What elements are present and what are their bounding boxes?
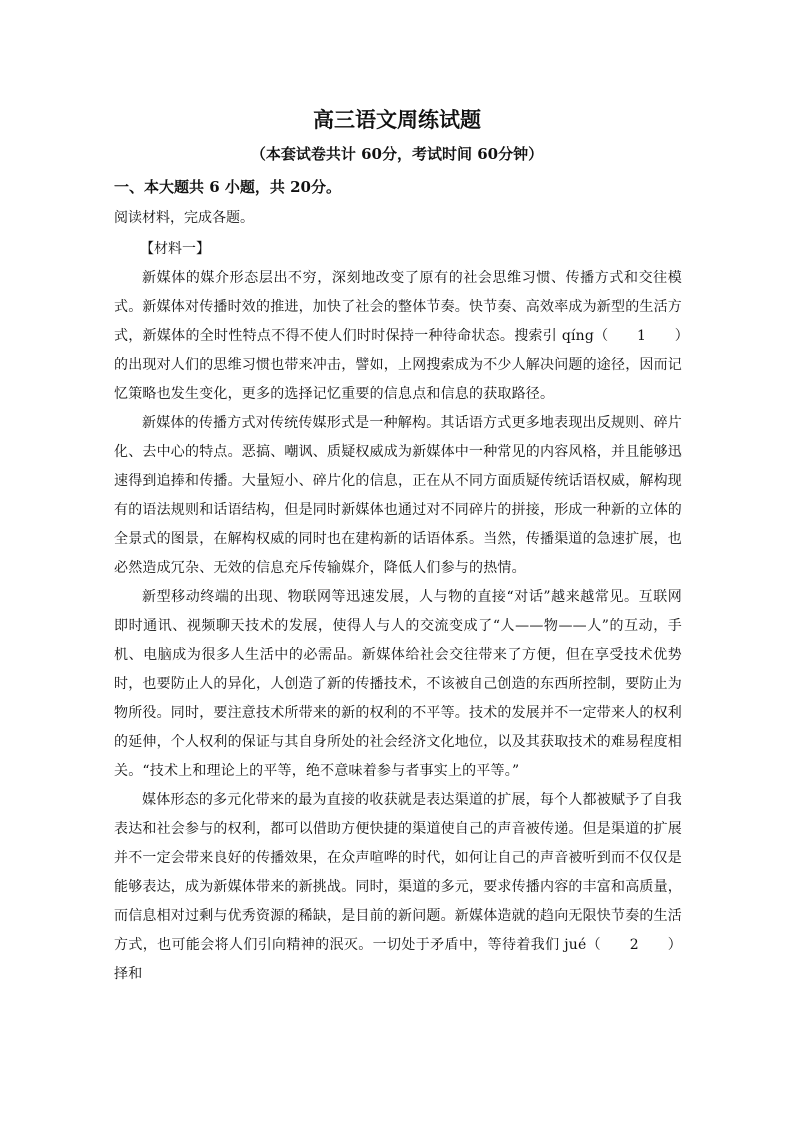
passage-paragraph-2: 新媒体的传播方式对传统传媒形式是一种解构。其话语方式更多地表现出反规则、碎片化、去中心的特点。恶搞、嘲讽、质疑权威成为新媒体中一种常见的内容风格，并且能够迅速得到追捧和传播。大量短小、碎片化的信息，正在从不同方面质疑传统话语权威，解构现有的语法规则和话语结构，但是同时新媒体也通过对不同碎片的拼接，形成一种新的立体的全景式的图景，在解构权威的同时也在建构新的话语体系。当然，传播渠道的急速扩展，也必然造成冗杂、无效的信息充斥传输媒介，降低人们参与的热情。	[114, 415, 682, 576]
exam-info-subtitle: （本套试卷共计 60分，考试时间 60分钟）	[250, 145, 544, 163]
section-heading: 一、本大题共 6 小题，共 20分。	[114, 178, 341, 196]
passage-paragraph-3: 新型移动终端的出现、物联网等迅速发展，人与物的直接“对话”越来越常见。互联网即时通讯、视频聊天技术的发展，使得人与人的交流变成了“人——物——人”的互动，手机、电脑成为很多人生活中的必需品。新媒体给社会交往带来了方便，但在享受技术优势时，也要防止人的异化，人创造了新的传播技术，不该被自己创造的东西所控制，要防止为物所役。同时，要注意技术所带来的新的权利的不平等。技术的发展并不一定带来人的权利的延伸，个人权利的保证与其自身所处的社会经济文化地位，以及其获取技术的难易程度相关。“技术上和理论上的平等，绝不意味着参与者事实上的平等。”	[114, 589, 682, 779]
passage-paragraph-4: 媒体形态的多元化带来的最为直接的收获就是表达渠道的扩展，每个人都被赋予了自我表达和社会参与的权利，都可以借助方便快捷的渠道使自己的声音被传递。但是渠道的扩展并不一定会带来良好的传播效果，在众声喧哗的时代，如何让自己的声音被听到而不仅仅是能够表达，成为新媒体带来的新挑战。同时，渠道的多元，要求传播内容的丰富和高质量，而信息相对过剩与优秀资源的稀缺，是目前的新问题。新媒体造就的趋向无限快节奏的生活方式，也可能会将人们引向精神的泯灭。一切处于矛盾中，等待着我们 jué（ 2 ）择和	[114, 792, 682, 982]
passage-body	[114, 264, 682, 989]
material-label: 【材料一】	[140, 241, 210, 257]
page-title: 高三语文周练试题	[313, 107, 481, 132]
instruction-text: 阅读材料，完成各题。	[114, 210, 254, 226]
passage-paragraph-1: 新媒体的媒介形态层出不穷，深刻地改变了原有的社会思维习惯、传播方式和交往模式。新媒体对传播时效的推进，加快了社会的整体节奏。快节奏、高效率成为新型的生活方式，新媒体的全时性特点不得不使人们时时保持一种待命状态。搜索引 qíng（ 1 ）的出现对人们的思维习惯也带来冲击，譬如，上网搜索成为不少人解决问题的途径，因而记忆策略也发生变化，更多的选择记忆重要的信息点和信息的获取路径。	[114, 270, 682, 402]
